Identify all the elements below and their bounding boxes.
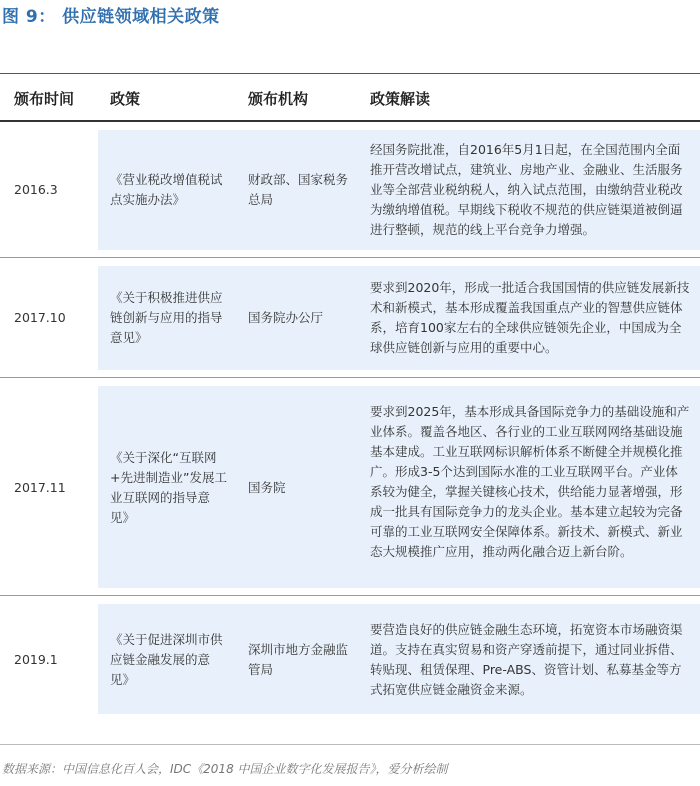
header-time: 颁布时间 xyxy=(14,90,75,108)
row-time: 2016.3 xyxy=(14,182,58,197)
table-row xyxy=(0,122,700,258)
row-org: 国务院 xyxy=(248,480,286,495)
row-time: 2019.1 xyxy=(14,652,58,667)
row-org: 财政部、国家税务总局 xyxy=(248,172,349,207)
table-row xyxy=(0,378,700,596)
row-desc: 要求到2025年，基本形成具备国际竞争力的基础设施和产业体系。覆盖各地区、各行业的工业互联网网络基础设施基本建成。工业互联网标识解析体系不断健全并规模化推广。形成3-5个达到国际水准的工业互联网平台。产业体系较为健全，掌握关键核心技术，供给能力显著增强，形成一批具有国际竞争力的龙头企业。基本建立起较为完备可靠的工业互联网安全保障体系。新技术、新模式、新业态大规模推广应用，推动两化融合迈上新台阶。 xyxy=(370,404,690,559)
row-policy: 《关于促进深圳市供应链金融发展的意见》 xyxy=(110,632,223,687)
table-header xyxy=(0,74,700,120)
row-time: 2017.11 xyxy=(14,480,66,495)
row-org: 国务院办公厅 xyxy=(248,310,324,325)
row-desc: 要求到2020年，形成一批适合我国国情的供应链发展新技术和新模式，基本形成覆盖我国重点产业的智慧供应链体系，培育100家左右的全球供应链领先企业，中国成为全球供应链创新与应用的重要中心。 xyxy=(370,280,690,355)
header-desc: 政策解读 xyxy=(370,90,431,108)
header-policy: 政策 xyxy=(110,90,141,108)
row-time: 2017.10 xyxy=(14,310,66,325)
table-row xyxy=(0,596,700,722)
row-desc: 要营造良好的供应链金融生态环境，拓宽资本市场融资渠道。支持在真实贸易和资产穿透前提下，通过同业拆借、转贴现、租赁保理、Pre-ABS、资管计划、私募基金等方式拓宽供应链金融资金来源。 xyxy=(370,622,683,697)
row-org: 深圳市地方金融监管局 xyxy=(248,642,349,677)
footer-rule xyxy=(0,744,700,745)
header-org: 颁布机构 xyxy=(248,90,309,108)
table-row xyxy=(0,258,700,378)
row-desc: 经国务院批准，自2016年5月1日起，在全国范围内全面推开营改增试点，建筑业、房地产业、金融业、生活服务业等全部营业税纳税人，纳入试点范围，由缴纳营业税改为缴纳增值税。早期线下税收不规范的供应链渠道被倒逼进行整顿，规范的线上平台竞争力增强。 xyxy=(370,142,683,237)
row-policy: 《关于积极推进供应链创新与应用的指导意见》 xyxy=(110,290,223,345)
row-policy: 《关于深化“互联网+先进制造业”发展工业互联网的指导意见》 xyxy=(110,450,227,525)
figure-title: 图 9： 供应链领域相关政策 xyxy=(2,7,220,27)
row-policy: 《营业税改增值税试点实施办法》 xyxy=(110,172,223,207)
source-note: 数据来源：中国信息化百人会，IDC《2018 中国企业数字化发展报告》，爱分析绘制 xyxy=(2,762,448,776)
